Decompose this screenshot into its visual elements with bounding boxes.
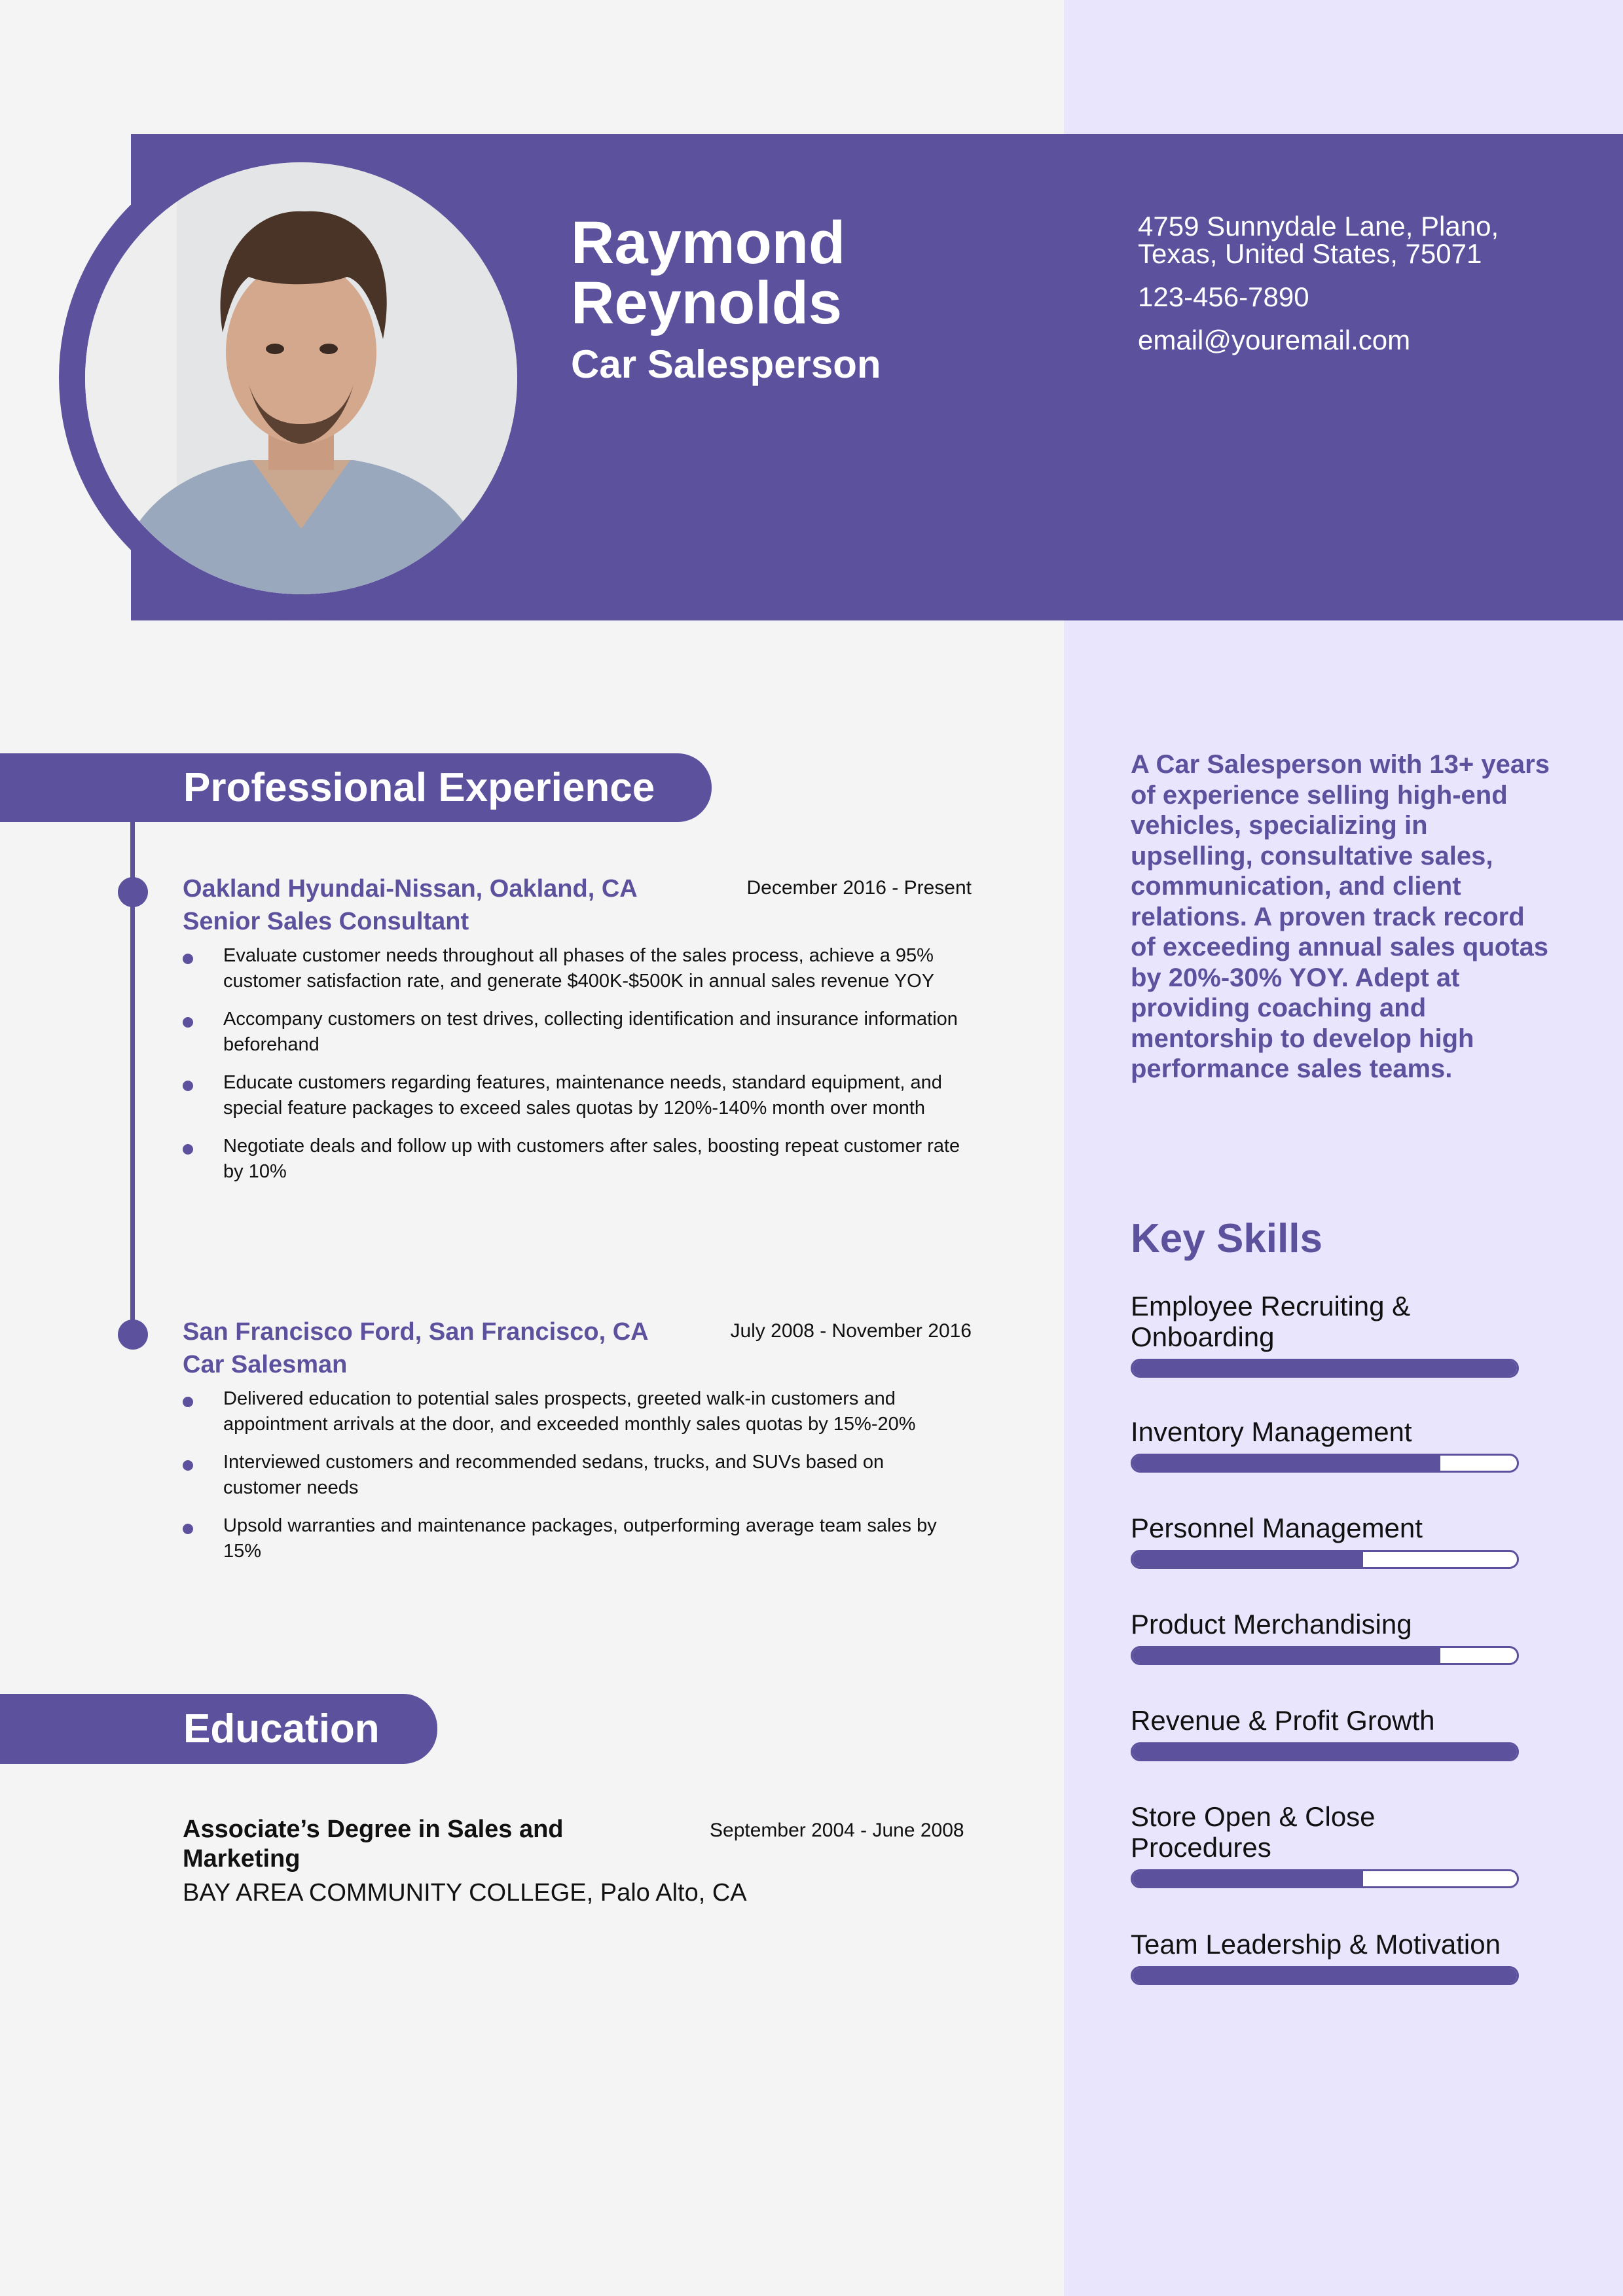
bullet-item: Negotiate deals and follow up with customers after sales, boosting repeat customer rate by 10% <box>183 1134 962 1185</box>
candidate-name: Raymond Reynolds <box>571 209 846 336</box>
skill-bar <box>1131 1869 1519 1888</box>
education-entry <box>183 1815 972 1909</box>
contact-address: 4759 Sunnydale Lane, Plano, Texas, United States, 75071 <box>1138 211 1499 269</box>
education-degree: Associate’s Degree in Sales and Marketing <box>183 1816 564 1873</box>
skill-fill <box>1133 1968 1517 1983</box>
education-school: BAY AREA COMMUNITY COLLEGE, Palo Alto, CA <box>183 1879 747 1907</box>
skill-item <box>1131 1801 1520 1888</box>
timeline-dot <box>118 1319 148 1350</box>
skill-item <box>1131 1416 1520 1473</box>
skill-fill <box>1133 1648 1440 1663</box>
timeline-dot <box>118 877 148 907</box>
contact-phone: 123-456-7890 <box>1138 281 1309 312</box>
skill-bar <box>1131 1646 1519 1665</box>
bullet-dot <box>183 1524 193 1534</box>
skill-bar <box>1131 1454 1519 1473</box>
job-entry <box>183 1316 972 1577</box>
skill-fill <box>1133 1552 1363 1567</box>
skill-item <box>1131 1513 1520 1569</box>
candidate-title: Car Salesperson <box>571 342 881 386</box>
job-entry <box>183 872 972 1197</box>
job-date: December 2016 - Present <box>746 877 972 899</box>
profile-photo <box>85 162 517 594</box>
job-bullets <box>183 943 972 1185</box>
skill-bar <box>1131 1742 1519 1761</box>
skill-item <box>1131 1291 1520 1378</box>
bullet-item: Educate customers regarding features, maintenance needs, standard equipment, and special feature packages to exceed sales quotas by 120%-140% month over month <box>183 1070 962 1121</box>
skill-label: Inventory Management <box>1131 1416 1412 1447</box>
skill-bar <box>1131 1359 1519 1378</box>
job-bullets <box>183 1386 972 1564</box>
section-heading-experience: Professional Experience <box>0 753 712 822</box>
skill-label: Store Open & Close Procedures <box>1131 1801 1376 1863</box>
skill-label: Team Leadership & Motivation <box>1131 1929 1501 1960</box>
skill-bar <box>1131 1550 1519 1569</box>
bullet-dot <box>183 1017 193 1028</box>
bullet-dot <box>183 954 193 964</box>
skill-fill <box>1133 1456 1440 1471</box>
bullet-item: Interviewed customers and recommended sedans, trucks, and SUVs based on customer needs <box>183 1450 962 1501</box>
job-company: San Francisco Ford, San Francisco, CA <box>183 1318 649 1346</box>
job-role: Car Salesman <box>183 1351 348 1378</box>
skill-item <box>1131 1609 1520 1665</box>
skill-fill <box>1133 1361 1517 1376</box>
skill-label: Product Merchandising <box>1131 1609 1412 1640</box>
bullet-item: Evaluate customer needs throughout all phases of the sales process, achieve a 95% customer satisfaction rate, and generate $400K-$500K in annual sales revenue YOY <box>183 943 962 994</box>
skills-heading: Key Skills <box>1131 1216 1322 1261</box>
profile-summary: A Car Salesperson with 13+ years of experience selling high-end vehicles, specializing in upselling, consultative sales, communication, and client relations. A proven track record of exceeding annual sales quotas by 20%-30% YOY. Adept at providing coaching and mentorship to develop high performance sales teams. <box>1131 750 1550 1083</box>
education-date: September 2004 - June 2008 <box>710 1820 964 1841</box>
bullet-dot <box>183 1144 193 1155</box>
bullet-item: Delivered education to potential sales prospects, greeted walk-in customers and appointment arrivals at the door, and exceeded monthly sales quotas by 15%-20% <box>183 1386 962 1437</box>
job-role: Senior Sales Consultant <box>183 908 469 935</box>
skill-item <box>1131 1705 1520 1761</box>
skill-label: Employee Recruiting & Onboarding <box>1131 1291 1411 1352</box>
skill-item <box>1131 1929 1520 1985</box>
bullet-item: Upsold warranties and maintenance packages, outperforming average team sales by 15% <box>183 1513 962 1564</box>
contact-block <box>1138 213 1544 354</box>
contact-email: email@youremail.com <box>1138 325 1411 355</box>
bullet-item: Accompany customers on test drives, collecting identification and insurance information beforehand <box>183 1007 962 1058</box>
bullet-dot <box>183 1081 193 1091</box>
skill-bar <box>1131 1966 1519 1985</box>
skill-fill <box>1133 1744 1517 1759</box>
job-company: Oakland Hyundai-Nissan, Oakland, CA <box>183 875 638 903</box>
job-date: July 2008 - November 2016 <box>730 1320 972 1342</box>
skill-label: Personnel Management <box>1131 1513 1423 1543</box>
bullet-dot <box>183 1460 193 1471</box>
skill-fill <box>1133 1871 1363 1886</box>
section-heading-education: Education <box>0 1694 437 1764</box>
skill-label: Revenue & Profit Growth <box>1131 1705 1435 1736</box>
bullet-dot <box>183 1397 193 1407</box>
